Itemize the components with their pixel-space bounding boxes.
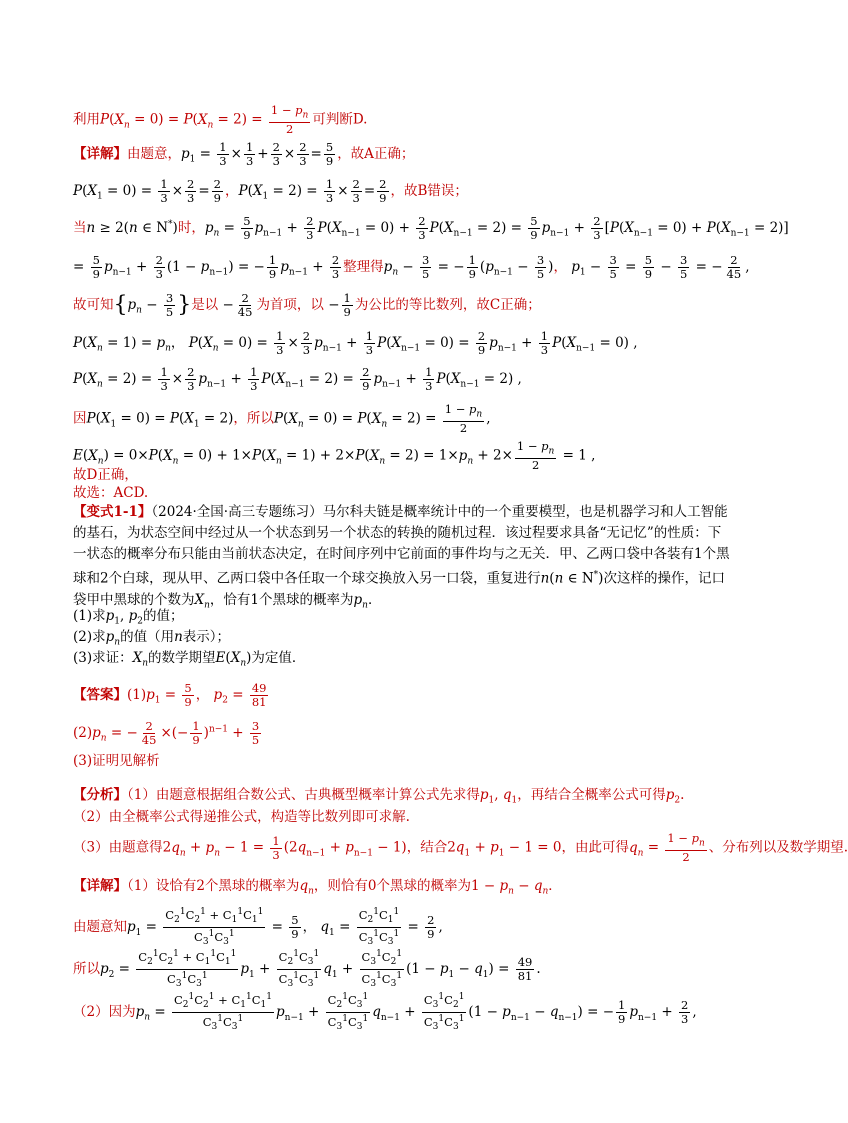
detail-line-7: $P(X_n = 2)$ = $\frac{1}{3}$ × $\frac{2}{3}$ $p_{n-1}$ + $\frac{1}{3}$ $P(X_{n-1} = 2)$ = $\frac{2}{9}$ $p_{n-1}$ + $\frac{1}{3}$ $P(X_{n-1} = 2)$ , xyxy=(73,365,522,393)
analysis-2: （2）由全概率公式得递推公式，构造等比数列即可求解. xyxy=(73,809,410,825)
detail2-line-2: 由题意知$p_1$ = $\frac{C_2^1C_2^1 + C_1^1C_1^1}{C_3^1C_3^1}$ = $\frac{5}{9}$ ， $q_1$ = $\frac{C_2^1C_1^1}{C_3^1C_3^1}$ = $\frac{2}{9}$ , xyxy=(73,907,443,948)
detail-line-1: 【详解】由题意，$p_1$ = $\frac{1}{3}$ × $\frac{1}{3}$ + $\frac{2}{3}$ × $\frac{2}{3}$ = $\frac{5}{9}$ ，故A正确； xyxy=(73,140,415,168)
detail2-line-3: 所以$p_2$ = $\frac{C_2^1C_2^1 + C_1^1C_1^1}{C_3^1C_3^1}$ $p_1$ + $\frac{C_2^1C_3^1}{C_3^1C_3^1}$ $q_1$ + $\frac{C_3^1C_2^1}{C_3^1C_3^1}$ $(1 - p_1 - q_1)$ = $\frac{49}{81}$ . xyxy=(73,949,541,990)
detail-line-9: $E(X_n) = 0\times P(X_n = 0) + 1\times P(X_n = 1) + 2\times P(X_n = 2) = 1\times p_n + 2\times$ $\frac{1 - p_n}{2}$ = 1 , xyxy=(73,439,596,473)
question-2: (2)求$p_n$的值（用n表示）； xyxy=(73,629,231,648)
variant-problem: 【变式1-1】（2024·全国·高三专题练习）马尔科夫链是概率统计中的一个重要模型，也是机器学习和人工智能的基石，为状态空间中经过从一个状态到另一个状态的转换的随机过程．该过程要求具备“无记忆”的性质：下一状态的概率分布只能由当前状态决定，在时间序列中它前面的事件均与之无关．甲、乙两口袋中各装有1个黑球和2个白球，现从甲、乙两口袋中各任取一个球交换放入另一口袋，重复进行n(n ∈ N*)次这样的操作，记口袋甲中黑球的个数为$X_n$，恰有1个黑球的概率为$p_n$． xyxy=(73,504,730,611)
detail2-line-1: 【详解】（1）设恰有2个黑球的概率为$q_n$，则恰有0个黑球的概率为$1 - p_n - q_n$． xyxy=(73,878,562,897)
detail-line-6: $P(X_n = 1) = p_n$， $P(X_n = 0)$ = $\frac{1}{3}$ × $\frac{2}{3}$ $p_{n-1}$ + $\frac{1}{3}$ $P(X_{n-1} = 0)$ = $\frac{2}{9}$ $p_{n-1}$ + $\frac{1}{3}$ $P(X_{n-1} = 0)$ , xyxy=(73,329,638,357)
analysis-3: （3）由题意得$2q_n + p_n - 1$ = $\frac{1}{3}$ $(2q_{n-1} + p_{n-1} - 1)$，结合$2q_1 + p_1 - 1 = 0$，由此可得$q_n$ = $\frac{1 - p_n}{2}$ 、分布列以及数学期望. xyxy=(73,831,848,865)
answer-1: 【答案】$(1)p_1$ = $\frac{5}{9}$ ， $p_2$ = $\frac{49}{81}$ xyxy=(73,681,267,709)
detail-line-5: 故可知{$p_n$ − $\frac{3}{5}$ }是以 − $\frac{2}{45}$ 为首项，以 − $\frac{1}{9}$ 为公比的等比数列，故C正确； xyxy=(73,291,541,319)
answer-2: $(2)p_n$ = − $\frac{2}{45}$ ×(− $\frac{1}{9}$ )$^{n-1}$ + $\frac{3}{5}$ xyxy=(73,719,260,747)
question-3: (3)求证：$X_n$的数学期望$E(X_n)$为定值． xyxy=(73,650,306,669)
final-choice: 故选：ACD. xyxy=(73,485,149,501)
answer-3: (3)证明见解析 xyxy=(73,753,160,769)
detail2-line-4: （2）因为$p_n$ = $\frac{C_2^1C_2^1 + C_1^1C_1^1}{C_3^1C_3^1}$ $p_{n-1}$ + $\frac{C_2^1C_3^1}{C_3^1C_3^1}$ $q_{n-1}$ + $\frac{C_3^1C_2^1}{C_3^1C_3^1}$ $(1 - p_{n-1} - q_{n-1})$ = − $\frac{1}{9}$ $p_{n-1}$ + $\frac{2}{3}$ , xyxy=(73,992,697,1033)
detail-line-4: = $\frac{5}{9}$ $p_{n-1}$ + $\frac{2}{3}$ $(1 - p_{n-1})$ = − $\frac{1}{9}$ $p_{n-1}$ + $\frac{2}{3}$ 整理得$p_n$ − $\frac{3}{5}$ = − $\frac{1}{9}$ ($p_{n-1}$ − $\frac{3}{5}$ )， $p_1$ − $\frac{3}{5}$ = $\frac{5}{9}$ − $\frac{3}{5}$ = − $\frac{2}{45}$ , xyxy=(73,253,750,281)
detail-line-2: $P(X_1 = 0)$ = $\frac{1}{3}$ × $\frac{2}{3}$ = $\frac{2}{9}$ ，$P(X_1 = 2)$ = $\frac{1}{3}$ × $\frac{2}{3}$ = $\frac{2}{9}$ ，故B错误； xyxy=(73,177,468,205)
detail-line-3: 当n ≥ 2(n ∈ N*)时，$p_n$ = $\frac{5}{9}$ $p_{n-1}$ + $\frac{2}{3}$ $P(X_{n-1} = 0)$ + $\frac{2}{3}$ $P(X_{n-1} = 2)$ = $\frac{5}{9}$ $p_{n-1}$ + $\frac{2}{3}$ $[P(X_{n-1} = 0) + P(X_{n-1} = 2)]$ xyxy=(73,214,789,242)
analysis-1: 【分析】（1）由题意根据组合数公式、古典概型概率计算公式先求得$p_1$, $q_1$，再结合全概率公式可得$p_2$. xyxy=(73,787,685,806)
question-1: (1)求$p_1$, $p_2$的值； xyxy=(73,608,184,627)
conclusion-d: 故D正确， xyxy=(73,467,138,483)
line-hint: 利用$P(X_n = 0) = P(X_n = 2)$ = $\frac{1 - p_n}{2}$ 可判断D. xyxy=(73,103,368,137)
detail-line-8: 因$P(X_1 = 0) = P(X_1 = 2)$，所以$P(X_n = 0) = P(X_n = 2)$ = $\frac{1 - p_n}{2}$ , xyxy=(73,402,491,436)
